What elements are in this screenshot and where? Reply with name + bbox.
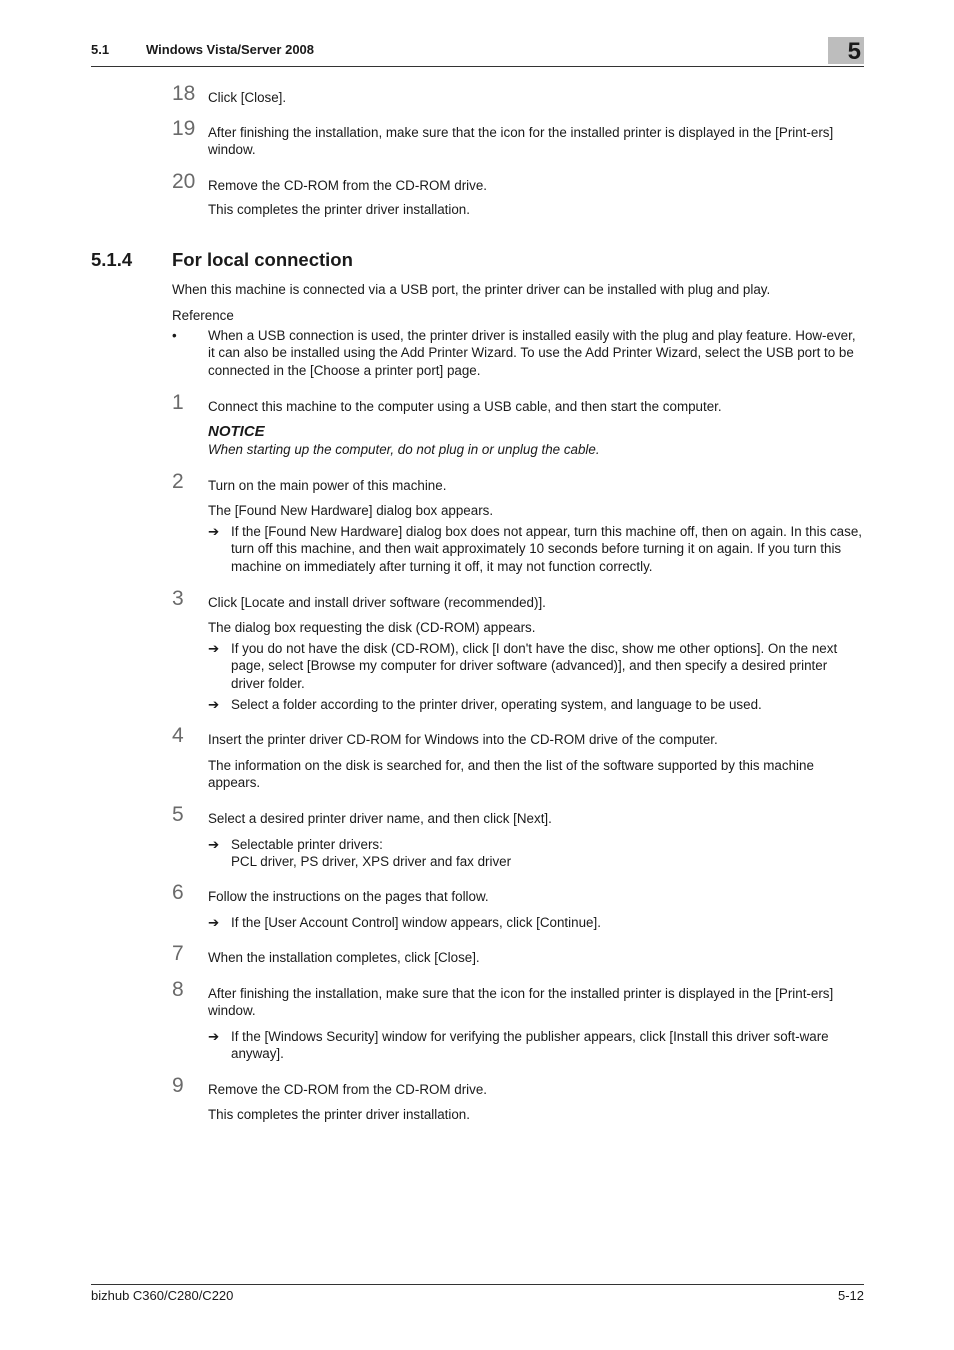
step-text: Click [Close]. (208, 90, 287, 105)
page-header (91, 38, 864, 67)
arrow-icon: ➔ (208, 641, 220, 656)
sub-item-text: PCL driver, PS driver, XPS driver and fax driver (231, 854, 512, 869)
header-section-number: 5.1 (91, 42, 110, 57)
page-footer (91, 1284, 864, 1305)
step-text: When the installation completes, click [Close]. (208, 950, 480, 965)
step-text: Remove the CD-ROM from the CD-ROM drive. (208, 178, 488, 193)
header-section-title: Windows Vista/Server 2008 (146, 42, 315, 57)
step-text: Insert the printer driver CD-ROM for Windows into the CD-ROM drive of the computer. (208, 732, 718, 747)
step-text: Connect this machine to the computer using a USB cable, and then start the computer. (208, 399, 722, 414)
step-number: 8 (172, 978, 184, 1001)
arrow-icon: ➔ (208, 915, 220, 930)
sub-item-text: If you do not have the disk (CD-ROM), click [I don't have the disc, show me other options]. On the next page, select [Browse my computer for driver software (advanced)], and then specify a desired printer driver folder. (231, 641, 838, 691)
notice-heading: NOTICE (208, 423, 265, 440)
section-intro: When this machine is connected via a USB port, the printer driver can be installed with plug and play. (172, 282, 771, 297)
step-text: Select a desired printer driver name, and then click [Next]. (208, 811, 552, 826)
sub-item-text: If the [Found New Hardware] dialog box does not appear, turn this machine off, then on again. In this case, turn off this machine, and then wait approximately 10 seconds before turning it on again. If you turn this machine on immediately after turning it off, it may not function correctly. (231, 524, 862, 574)
step-number: 1 (172, 391, 184, 414)
chapter-tab: 5 (828, 37, 864, 64)
step-number: 20 (172, 170, 196, 193)
arrow-icon: ➔ (208, 524, 220, 539)
step-text: Follow the instructions on the pages that follow. (208, 889, 489, 904)
step-text: After finishing the installation, make sure that the icon for the installed printer is displayed in the [Print-ers] window. (208, 125, 834, 158)
bullet-icon: • (172, 328, 177, 343)
footer-page-number: 5-12 (837, 1288, 864, 1303)
step-number: 3 (172, 587, 184, 610)
step-number: 5 (172, 803, 184, 826)
step-text: Turn on the main power of this machine. (208, 478, 447, 493)
step-number: 18 (172, 82, 196, 105)
arrow-icon: ➔ (208, 1029, 220, 1044)
notice-text: When starting up the computer, do not plug in or unplug the cable. (208, 442, 600, 457)
sub-item-text: Selectable printer drivers: (231, 837, 383, 852)
step-result: The information on the disk is searched for, and then the list of the software supported by this machine appears. (208, 758, 814, 791)
step-number: 4 (172, 724, 184, 747)
step-result: The [Found New Hardware] dialog box appears. (208, 503, 494, 518)
sub-item-text: If the [User Account Control] window appears, click [Continue]. (231, 915, 601, 930)
step-number: 19 (172, 117, 196, 140)
arrow-icon: ➔ (208, 837, 220, 852)
section-title: For local connection (172, 249, 353, 270)
completion-text: This completes the printer driver installation. (208, 202, 470, 217)
step-result: This completes the printer driver installation. (208, 1107, 470, 1122)
footer-product: bizhub C360/C280/C220 (91, 1288, 234, 1303)
step-text: Click [Locate and install driver software (recommended)]. (208, 595, 546, 610)
step-number: 6 (172, 881, 184, 904)
sub-item-text: Select a folder according to the printer driver, operating system, and language to be used. (231, 697, 762, 712)
step-number: 2 (172, 470, 184, 493)
bullet-text: When a USB connection is used, the printer driver is installed easily with the plug and play feature. How-ever, it can also be installed using the Add Printer Wizard. To use the Add Printer Wizard, select the USB port to be connected in the [Choose a printer port] page. (208, 328, 856, 378)
arrow-icon: ➔ (208, 697, 220, 712)
step-number: 9 (172, 1074, 184, 1097)
reference-label: Reference (172, 308, 234, 323)
step-number: 7 (172, 942, 184, 965)
section-number: 5.1.4 (91, 249, 133, 270)
step-result: The dialog box requesting the disk (CD-ROM) appears. (208, 620, 536, 635)
step-text: After finishing the installation, make sure that the icon for the installed printer is displayed in the [Print-ers] window. (208, 986, 834, 1019)
step-text: Remove the CD-ROM from the CD-ROM drive. (208, 1082, 488, 1097)
sub-item-text: If the [Windows Security] window for verifying the publisher appears, click [Install this driver soft-ware anyway]. (231, 1029, 829, 1062)
